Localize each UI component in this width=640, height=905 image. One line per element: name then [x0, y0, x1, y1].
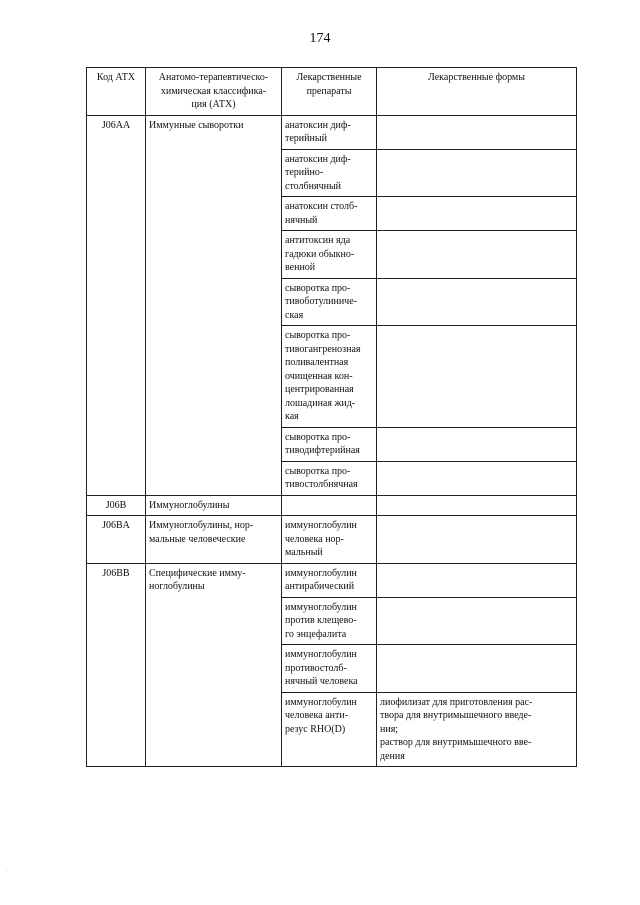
dosage-form-cell: [377, 597, 577, 645]
drug-cell: антитоксин яда гадюки обыкно- венной: [282, 231, 377, 279]
atx-table: [86, 67, 577, 767]
dosage-form-cell: [377, 461, 577, 495]
table-body: [87, 115, 577, 767]
drug-cell: сыворотка про- тивогангренозная поливалентная очищенная кон- центрированная лошадиная жид- кая: [282, 326, 377, 428]
atx-code-cell: J06AA: [87, 115, 146, 495]
atx-classification-cell: Иммуноглобулины, нор- мальные человеческие: [146, 516, 282, 564]
drug-cell: иммуноглобулин против клещево- го энцефалита: [282, 597, 377, 645]
table-row: [87, 115, 577, 149]
header-drugs: Лекарственные препараты: [282, 68, 377, 116]
dosage-form-cell: [377, 563, 577, 597]
header-atx-classification: Анатомо-терапевтическо- химическая классифика- ция (АТХ): [146, 68, 282, 116]
dosage-form-cell: [377, 516, 577, 564]
table-header: [87, 68, 577, 116]
drug-cell: иммуноглобулин человека нор- мальный: [282, 516, 377, 564]
atx-code-cell: J06BA: [87, 516, 146, 564]
table-row: [87, 495, 577, 516]
drug-cell: иммуноглобулин человека анти- резус RHO(D): [282, 692, 377, 767]
dosage-form-cell: [377, 495, 577, 516]
drug-cell: иммуноглобулин антирабический: [282, 563, 377, 597]
dosage-form-cell: [377, 278, 577, 326]
atx-classification-cell: Иммунные сыворотки: [146, 115, 282, 495]
dosage-form-cell: [377, 326, 577, 428]
header-dosage-forms: Лекарственные формы: [377, 68, 577, 116]
dosage-form-cell: [377, 149, 577, 197]
dosage-form-cell: [377, 115, 577, 149]
atx-classification-cell: Иммуноглобулины: [146, 495, 282, 516]
table-row: [87, 563, 577, 597]
atx-code-cell: J06BB: [87, 563, 146, 767]
dosage-form-cell: [377, 197, 577, 231]
dosage-form-cell: [377, 645, 577, 693]
drug-cell: сыворотка про- тиводифтерийная: [282, 427, 377, 461]
atx-classification-cell: Специфические имму- ноглобулины: [146, 563, 282, 767]
scan-mark: ·: [6, 868, 8, 874]
header-atx-code: Код АТХ: [87, 68, 146, 116]
dosage-form-cell: [377, 427, 577, 461]
drug-cell: анатоксин диф- терийный: [282, 115, 377, 149]
drug-cell: сыворотка про- тивоботулиниче- ская: [282, 278, 377, 326]
dosage-form-cell: [377, 231, 577, 279]
dosage-form-cell: лиофилизат для приготовления рас- твора для внутримышечного введе- ния; раствор для внутримышечного вве- дения: [377, 692, 577, 767]
page-number: 174: [309, 31, 331, 46]
drug-cell: [282, 495, 377, 516]
drug-cell: анатоксин столб- нячный: [282, 197, 377, 231]
drug-cell: анатоксин диф- терийно- столбнячный: [282, 149, 377, 197]
drug-cell: иммуноглобулин противостолб- нячный человека: [282, 645, 377, 693]
drug-cell: сыворотка про- тивостолбнячная: [282, 461, 377, 495]
table-row: [87, 516, 577, 564]
atx-code-cell: J06B: [87, 495, 146, 516]
